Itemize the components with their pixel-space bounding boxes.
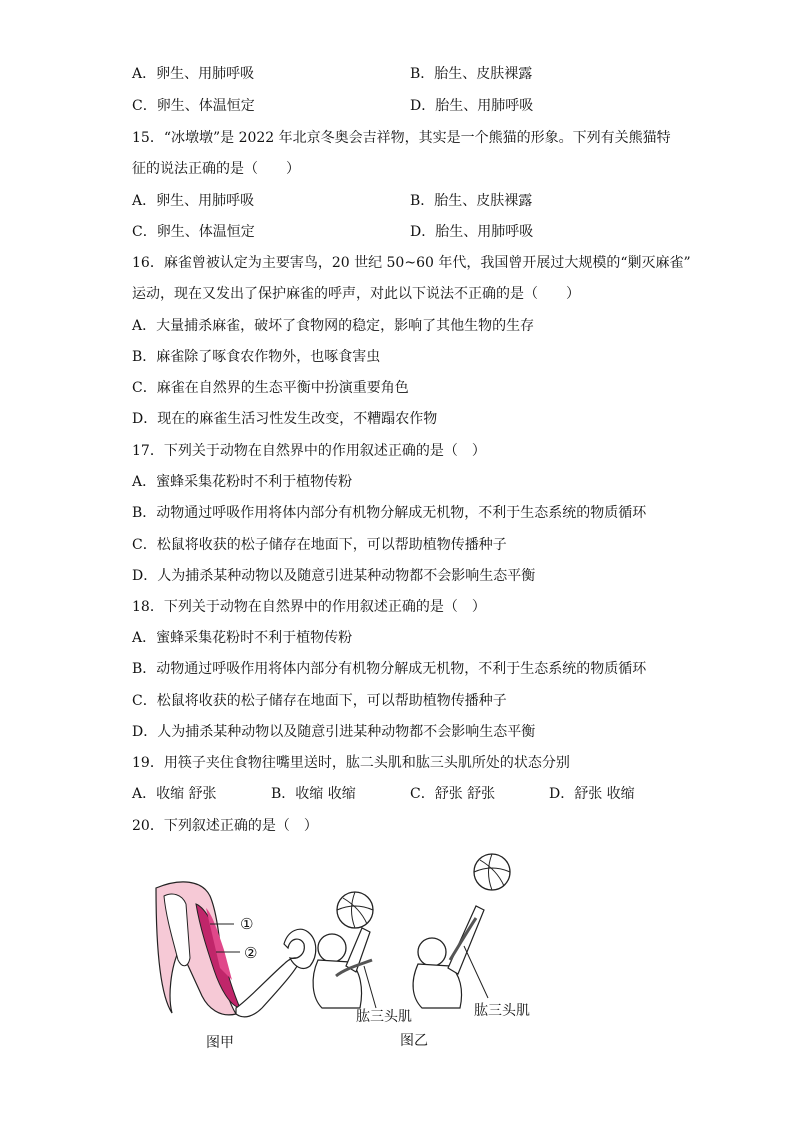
figure-jia-arm: [156, 882, 316, 1017]
caption-figure-yi: 图乙: [400, 1033, 428, 1049]
q16-stem-line2: 运动，现在又发出了保护麻雀的呼声，对此以下说法不正确的是（ ）: [132, 286, 580, 302]
q15-stem-line1: 15．“冰墩墩”是 2022 年北京冬奥会吉祥物，其实是一个熊猫的形象。下列有关熊猫特: [132, 130, 671, 146]
q15-option-d[interactable]: D．胎生、用肺呼吸: [410, 224, 534, 240]
q19-option-c[interactable]: C．舒张 舒张: [410, 786, 496, 802]
q16-option-b[interactable]: B．麻雀除了啄食农作物外，也啄食害虫: [132, 349, 381, 365]
q17-stem: 17．下列关于动物在自然界中的作用叙述正确的是（ ）: [132, 443, 486, 459]
caption-figure-jia: 图甲: [206, 1035, 234, 1051]
q17-option-b[interactable]: B．动物通过呼吸作用将体内部分有机物分解成无机物，不利于生态系统的物质循环: [132, 505, 647, 521]
q19-option-b[interactable]: B．收缩 收缩: [271, 786, 356, 802]
q20-stem: 20．下列叙述正确的是（ ）: [132, 818, 318, 834]
q14-option-a[interactable]: A．卵生、用肺呼吸: [132, 66, 255, 82]
q16-stem-line1: 16．麻雀曾被认定为主要害鸟，20 世纪 50~60 年代，我国曾开展过大规模的“剿灭麻雀”: [132, 255, 691, 271]
q20-figure: [150, 848, 550, 1058]
q19-option-a[interactable]: A．收缩 舒张: [132, 786, 217, 802]
q18-option-d[interactable]: D．人为捕杀某种动物以及随意引进某种动物都不会影响生态平衡: [132, 724, 536, 740]
figure-yi-player-holding-ball: [313, 892, 376, 1008]
label-1: ①: [240, 915, 254, 933]
player-right-arm-shape: [448, 906, 484, 974]
basketball-right-icon: [474, 854, 510, 890]
q18-option-b[interactable]: B．动物通过呼吸作用将体内部分有机物分解成无机物，不利于生态系统的物质循环: [132, 661, 647, 677]
q14-option-b[interactable]: B．胎生、皮肤裸露: [410, 66, 533, 82]
arm-muscle-illustration: [150, 848, 550, 1058]
muscle-label-right: 肱三头肌: [474, 1003, 530, 1019]
triceps-right-leader-line: [464, 946, 488, 998]
muscle-label-left: 肱三头肌: [356, 1009, 412, 1025]
forearm-shape: [236, 958, 300, 1017]
q17-option-a[interactable]: A．蜜蜂采集花粉时不利于植物传粉: [132, 474, 353, 490]
q17-option-d[interactable]: D．人为捕杀某种动物以及随意引进某种动物都不会影响生态平衡: [132, 568, 536, 584]
q17-option-c[interactable]: C．松鼠将收获的松子储存在地面下，可以帮助植物传播种子: [132, 537, 507, 553]
q16-option-a[interactable]: A．大量捕杀麻雀，破坏了食物网的稳定，影响了其他生物的生存: [132, 318, 535, 334]
q15-option-a[interactable]: A．卵生、用肺呼吸: [132, 193, 255, 209]
q18-stem: 18．下列关于动物在自然界中的作用叙述正确的是（ ）: [132, 599, 486, 615]
q14-option-c[interactable]: C．卵生、体温恒定: [132, 98, 255, 114]
q18-option-a[interactable]: A．蜜蜂采集花粉时不利于植物传粉: [132, 630, 353, 646]
q18-option-c[interactable]: C．松鼠将收获的松子储存在地面下，可以帮助植物传播种子: [132, 693, 507, 709]
q15-option-c[interactable]: C．卵生、体温恒定: [132, 224, 255, 240]
q16-option-c[interactable]: C．麻雀在自然界的生态平衡中扮演重要角色: [132, 380, 409, 396]
q15-stem-line2: 征的说法正确的是（ ）: [132, 161, 300, 177]
q19-option-d[interactable]: D．舒张 收缩: [549, 786, 635, 802]
q15-option-b[interactable]: B．胎生、皮肤裸露: [410, 193, 533, 209]
player-right-head-shape: [418, 938, 446, 966]
player-left-head-shape: [318, 934, 346, 962]
label-2: ②: [244, 944, 258, 962]
triceps-left-leader-line: [364, 966, 376, 1008]
q19-stem: 19．用筷子夹住食物往嘴里送时，肱二头肌和肱三头肌所处的状态分别: [132, 755, 570, 771]
figure-yi-player-shooting: [413, 854, 510, 1008]
q16-option-d[interactable]: D．现在的麻雀生活习性发生改变，不糟蹋农作物: [132, 411, 438, 427]
basketball-left-icon: [337, 892, 373, 928]
q14-option-d[interactable]: D．胎生、用肺呼吸: [410, 98, 534, 114]
